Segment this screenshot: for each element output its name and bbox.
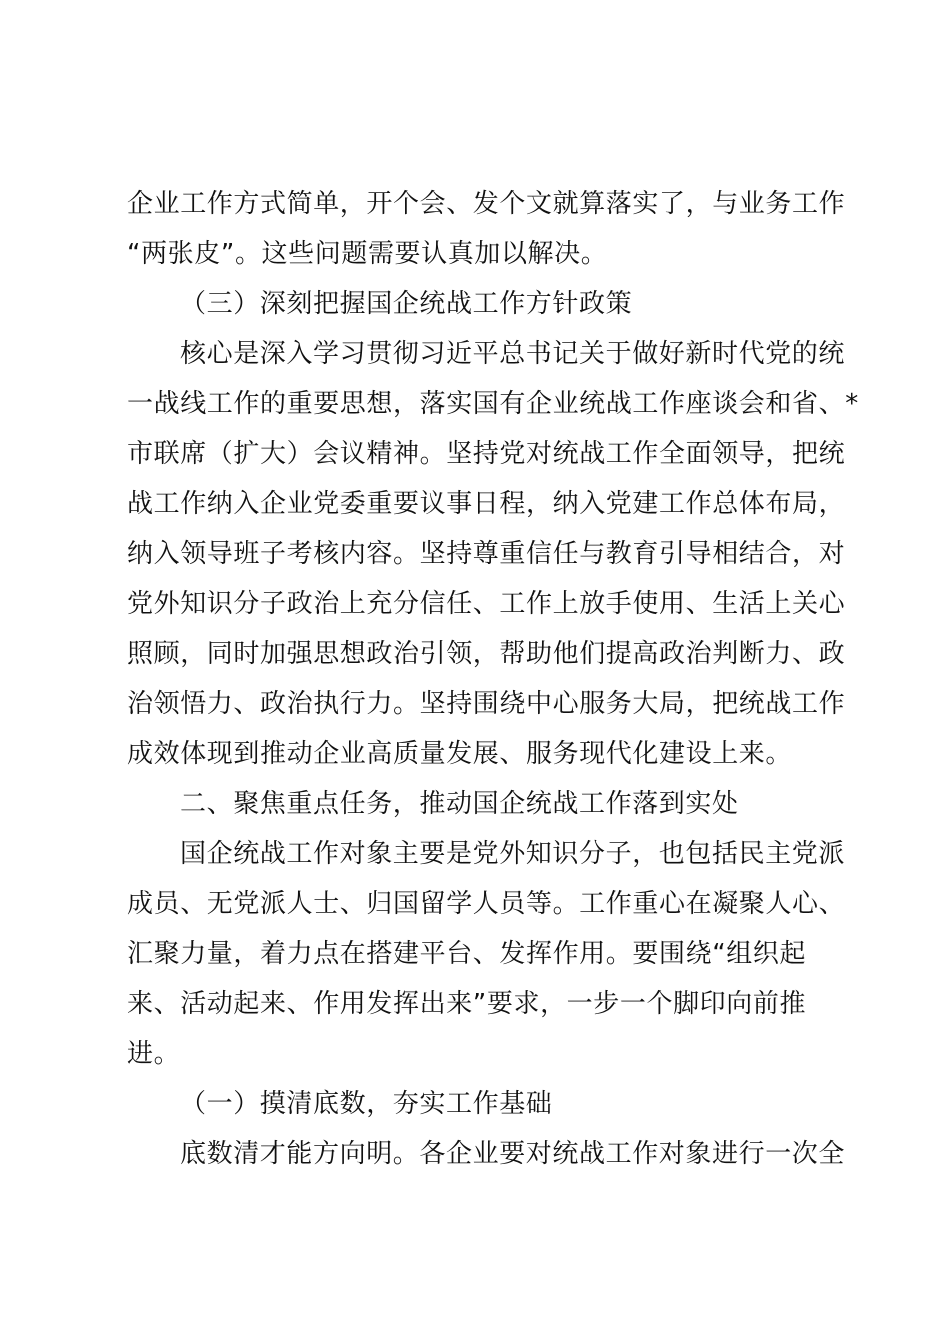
body-text-line: 党外知识分子政治上充分信任、工作上放手使用、生活上关心 [127,589,846,619]
section-heading: （一）摸清底数，夯实工作基础 [180,1089,553,1119]
body-text-line: 来、活动起来、作用发挥出来”要求，一步一个脚印向前推 [127,989,807,1019]
body-text-line: 一战线工作的重要思想，落实国有企业统战工作座谈会和省、* [127,389,859,419]
body-text-line: 市联席（扩大）会议精神。坚持党对统战工作全面领导，把统 [127,439,846,469]
section-heading: 二、聚焦重点任务，推动国企统战工作落到实处 [180,789,739,819]
body-text-line: 纳入领导班子考核内容。坚持尊重信任与教育引导相结合，对 [127,539,846,569]
body-text-line: 治领悟力、政治执行力。坚持围绕中心服务大局，把统战工作 [127,689,846,719]
body-text-line: 汇聚力量，着力点在搭建平台、发挥作用。要围绕“组织起 [127,939,807,969]
body-text-line: 进。 [127,1039,181,1069]
body-text-line: 照顾，同时加强思想政治引领，帮助他们提高政治判断力、政 [127,639,846,669]
body-text-line: 成效体现到推动企业高质量发展、服务现代化建设上来。 [127,739,793,769]
body-text-line: 成员、无党派人士、归国留学人员等。工作重心在凝聚人心、 [127,889,846,919]
body-text-line: 核心是深入学习贯彻习近平总书记关于做好新时代党的统 [180,339,846,369]
body-text-line: 国企统战工作对象主要是党外知识分子，也包括民主党派 [180,839,846,869]
body-text-line: 底数清才能方向明。各企业要对统战工作对象进行一次全 [180,1139,846,1169]
section-heading: （三）深刻把握国企统战工作方针政策 [180,289,633,319]
body-text-line: “两张皮”。这些问题需要认真加以解决。 [127,239,608,269]
body-text-line: 战工作纳入企业党委重要议事日程，纳入党建工作总体布局， [127,489,846,519]
body-text-line: 企业工作方式简单，开个会、发个文就算落实了，与业务工作 [127,189,846,219]
